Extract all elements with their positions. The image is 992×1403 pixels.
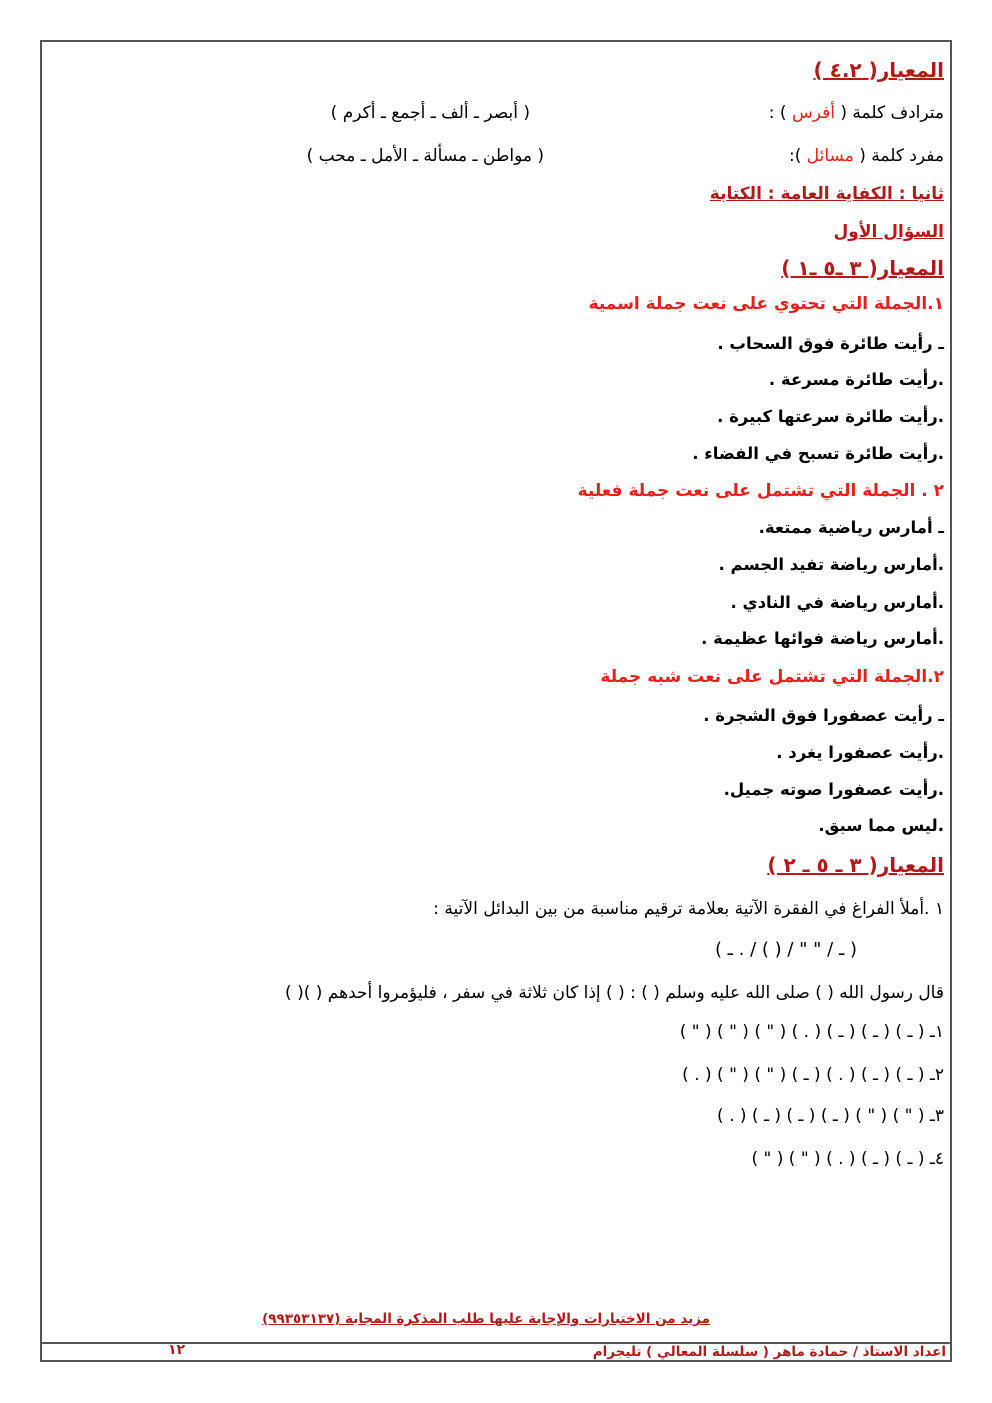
singular-question: مفرد كلمة ( مسائل ):: [789, 146, 944, 166]
synonym-target-word: أفرس: [791, 103, 841, 123]
q2-title: ٢ . الجملة التي تشتمل على نعت جملة فعلية: [577, 481, 944, 501]
q3-option-1[interactable]: ـ رأيت عصفورا فوق الشجرة .: [703, 706, 944, 725]
hadith-text: قال رسول الله ( ) صلى الله عليه وسلم ( ) : ( ) إذا كان ثلاثة في سفر ، فليؤمروا أحدهم ( )( ): [285, 983, 944, 1003]
answer-option-3[interactable]: ٣ـ ( " ) ( " ) ( ـ ) ( ـ ) ( ـ ) ( . ): [717, 1106, 944, 1126]
answer-option-2[interactable]: ٢ـ ( ـ ) ( ـ ) ( . ) ( ـ ) ( " ) ( " ) ( . ): [682, 1065, 944, 1085]
question-title: السؤال الأول: [833, 222, 944, 242]
q1-option-4[interactable]: .رأيت طائرة تسبح في الفضاء .: [692, 444, 944, 463]
q3-title: ٢.الجملة التي تشتمل على نعت شبه جملة: [600, 667, 944, 687]
standard-3-5-2-heading: المعيار( ٣ ـ ٥ ـ ٢ ): [767, 853, 944, 877]
singular-choices: ( مواطن ـ مسألة ـ الأمل ـ محب ): [306, 146, 544, 166]
q1-option-1[interactable]: ـ رأيت طائرة فوق السحاب .: [717, 334, 944, 353]
q3-option-2[interactable]: .رأيت عصفورا يغرد .: [776, 743, 944, 762]
q2-option-4[interactable]: .أمارس رياضة فوائها عظيمة .: [701, 629, 944, 648]
q3-option-4[interactable]: .ليس مما سبق.: [818, 816, 944, 835]
punctuation-marks: ( ـ / " " / ( ) / . ـ ): [714, 939, 857, 960]
q1-option-3[interactable]: .رأيت طائرة سرعتها كبيرة .: [717, 407, 944, 426]
synonym-choices: ( أبصر ـ ألف ـ أجمع ـ أكرم ): [330, 103, 530, 123]
standard-4-2-heading: المعيار( ٤.٢ ): [813, 58, 944, 82]
q2-option-1[interactable]: ـ أمارس رياضية ممتعة.: [758, 518, 944, 537]
q1-title: ١.الجملة التي تحتوي على نعت جملة اسمية: [588, 294, 944, 314]
q1-option-2[interactable]: .رأيت طائرة مسرعة .: [768, 370, 944, 389]
page-number: ١٢: [168, 1342, 186, 1358]
answer-option-4[interactable]: ٤ـ ( ـ ) ( ـ ) ( . ) ( " ) ( " ): [751, 1149, 944, 1169]
synonym-question: مترادف كلمة ( أفرس ) :: [768, 103, 944, 123]
q2-option-3[interactable]: .أمارس رياضة في النادي .: [730, 593, 944, 612]
footer-more-tests: مزيد من الاختبارات والإجابة عليها طلب المذكرة المجابة (٩٩٣٥٣١٣٧): [262, 1311, 710, 1327]
q3-option-3[interactable]: .رأيت عصفورا صوته جميل.: [723, 780, 944, 799]
punctuation-instruction: ١ .أملأ الفراغ في الفقرة الآتية بعلامة ترقيم مناسبة من بين البدائل الآتية :: [433, 899, 944, 919]
answer-option-1[interactable]: ١ـ ( ـ ) ( ـ ) ( ـ ) ( . ) ( " ) ( " ) ( " ): [679, 1022, 944, 1042]
singular-target-word: مسائل: [806, 146, 860, 166]
standard-3-5-1-heading: المعيار( ٣ ـ٥ ـ١ ): [781, 256, 944, 280]
footer-author: اعداد الاستاذ / حمادة ماهر ( سلسلة المعالي ) تليجرام: [592, 1344, 946, 1360]
section-title: ثانيا : الكفاية العامة : الكتابة: [709, 184, 944, 204]
q2-option-2[interactable]: .أمارس رياضة تفيد الجسم .: [718, 555, 944, 574]
